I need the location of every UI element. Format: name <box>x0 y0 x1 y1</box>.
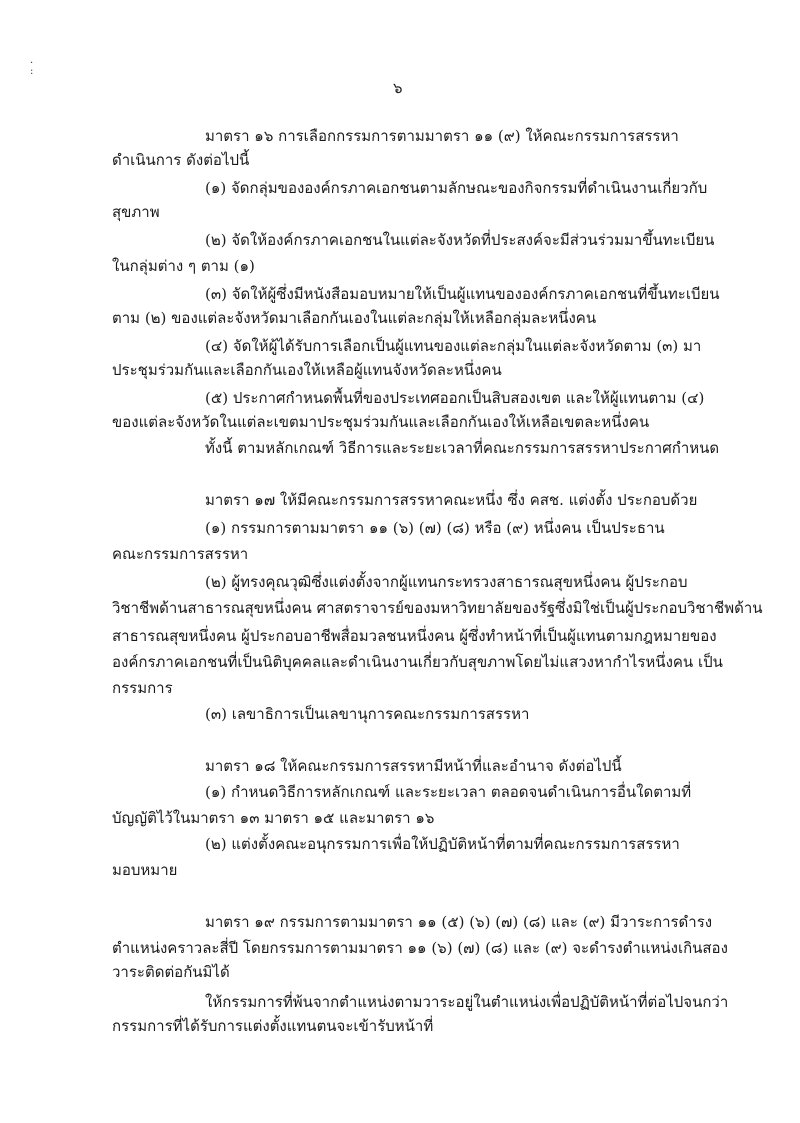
s16-item-3-cont: ตาม (๒) ของแต่ละจังหวัดมาเลือกกันเองในแต่ละกลุ่มให้เหลือกลุ่มละหนึ่งคน <box>112 309 597 327</box>
s17-heading: มาตรา ๑๗ ให้มีคณะกรรมการสรรหาคณะหนึ่ง ซึ่ง คสช. แต่งตั้ง ประกอบด้วย <box>205 491 698 509</box>
s18-item-1: (๑) กำหนดวิธีการหลักเกณฑ์ และระยะเวลา ตลอดจนดำเนินการอื่นใดตามที่ <box>205 783 692 801</box>
s17-item-2-cont-3: องค์กรภาคเอกชนที่เป็นนิติบุคคลและดำเนินงานเกี่ยวกับสุขภาพโดยไม่แสวงหากำไรหนึ่งคน เป็น <box>112 653 723 671</box>
s18-item-2-cont: มอบหมาย <box>112 861 178 879</box>
s17-item-2-cont-4: กรรมการ <box>112 679 173 697</box>
s18-heading: มาตรา ๑๘ ให้คณะกรรมการสรรหามีหน้าที่และอำนาจ ดังต่อไปนี้ <box>205 757 622 775</box>
s16-item-4: (๔) จัดให้ผู้ได้รับการเลือกเป็นผู้แทนของแต่ละกลุ่มในแต่ละจังหวัดตาม (๓) มา <box>205 337 702 355</box>
s16-item-3: (๓) จัดให้ผู้ซึ่งมีหนังสือมอบหมายให้เป็นผู้แทนขององค์กรภาคเอกชนที่ขึ้นทะเบียน <box>205 285 720 303</box>
s16-item-1: (๑) จัดกลุ่มขององค์กรภาคเอกชนตามลักษณะของกิจกรรมที่ดำเนินงานเกี่ยวกับ <box>205 179 708 197</box>
s19-para-2-cont: กรรมการที่ได้รับการแต่งตั้งแทนตนจะเข้ารับหน้าที่ <box>112 1017 434 1035</box>
scan-specks: · : <box>30 58 34 77</box>
s17-item-3: (๓) เลขาธิการเป็นเลขานุการคณะกรรมการสรรหา <box>205 705 530 723</box>
s16-item-5: (๕) ประกาศกำหนดพื้นที่ของประเทศออกเป็นสิบสองเขต และให้ผู้แทนตาม (๔) <box>205 389 705 407</box>
s17-item-2: (๒) ผู้ทรงคุณวุฒิซึ่งแต่งตั้งจากผู้แทนกระทรวงสาธารณสุขหนึ่งคน ผู้ประกอบ <box>205 573 688 591</box>
s16-line-2: ดำเนินการ ดังต่อไปนี้ <box>112 151 250 169</box>
s16-item-1-cont: สุขภาพ <box>112 203 160 221</box>
page-number: ๖ <box>393 79 403 97</box>
s16-item-4-cont: ประชุมร่วมกันและเลือกกันเองให้เหลือผู้แทนจังหวัดละหนึ่งคน <box>112 361 502 379</box>
s16-item-5-cont: ของแต่ละจังหวัดในแต่ละเขตมาประชุมร่วมกันและเลือกกันเองให้เหลือเขตละหนึ่งคน <box>112 413 650 431</box>
s17-item-2-cont-1: วิชาชีพด้านสาธารณสุขหนึ่งคน ศาสตราจารย์ของมหาวิทยาลัยของรัฐซึ่งมิใช่เป็นผู้ประกอบวิชาชีพด้าน <box>112 599 763 617</box>
s16-closing: ทั้งนี้ ตามหลักเกณฑ์ วิธีการและระยะเวลาที่คณะกรรมการสรรหาประกาศกำหนด <box>205 439 720 457</box>
s17-item-1-cont: คณะกรรมการสรรหา <box>112 545 249 563</box>
s16-heading: มาตรา ๑๖ การเลือกกรรมการตามมาตรา ๑๑ (๙) ให้คณะกรรมการสรรหา <box>205 127 679 145</box>
s17-item-1: (๑) กรรมการตามมาตรา ๑๑ (๖) (๗) (๘) หรือ (๙) หนึ่งคน เป็นประธาน <box>205 519 665 537</box>
s19-line-2: ตำแหน่งคราวละสี่ปี โดยกรรมการตามมาตรา ๑๑ (๖) (๗) (๘) และ (๙) จะดำรงตำแหน่งเกินสอง <box>112 939 728 957</box>
s16-item-2: (๒) จัดให้องค์กรภาคเอกชนในแต่ละจังหวัดที่ประสงค์จะมีส่วนร่วมมาขึ้นทะเบียน <box>205 231 715 249</box>
s16-item-2-cont: ในกลุ่มต่าง ๆ ตาม (๑) <box>112 257 255 275</box>
s19-line-3: วาระติดต่อกันมิได้ <box>112 963 230 981</box>
s18-item-1-cont: บัญญัติไว้ในมาตรา ๑๓ มาตรา ๑๕ และมาตรา ๑๖ <box>112 809 435 827</box>
s19-heading: มาตรา ๑๙ กรรมการตามมาตรา ๑๑ (๕) (๖) (๗) (๘) และ (๙) มีวาระการดำรง <box>205 913 713 931</box>
s17-item-2-cont-2: สาธารณสุขหนึ่งคน ผู้ประกอบอาชีพสื่อมวลชนหนึ่งคน ผู้ซึ่งทำหน้าที่เป็นผู้แทนตามกฎหมายของ <box>112 627 717 645</box>
s18-item-2: (๒) แต่งตั้งคณะอนุกรรมการเพื่อให้ปฏิบัติหน้าที่ตามที่คณะกรรมการสรรหา <box>205 835 680 853</box>
s19-para-2: ให้กรรมการที่พ้นจากตำแหน่งตามวาระอยู่ในตำแหน่งเพื่อปฏิบัติหน้าที่ต่อไปจนกว่า <box>205 993 729 1011</box>
